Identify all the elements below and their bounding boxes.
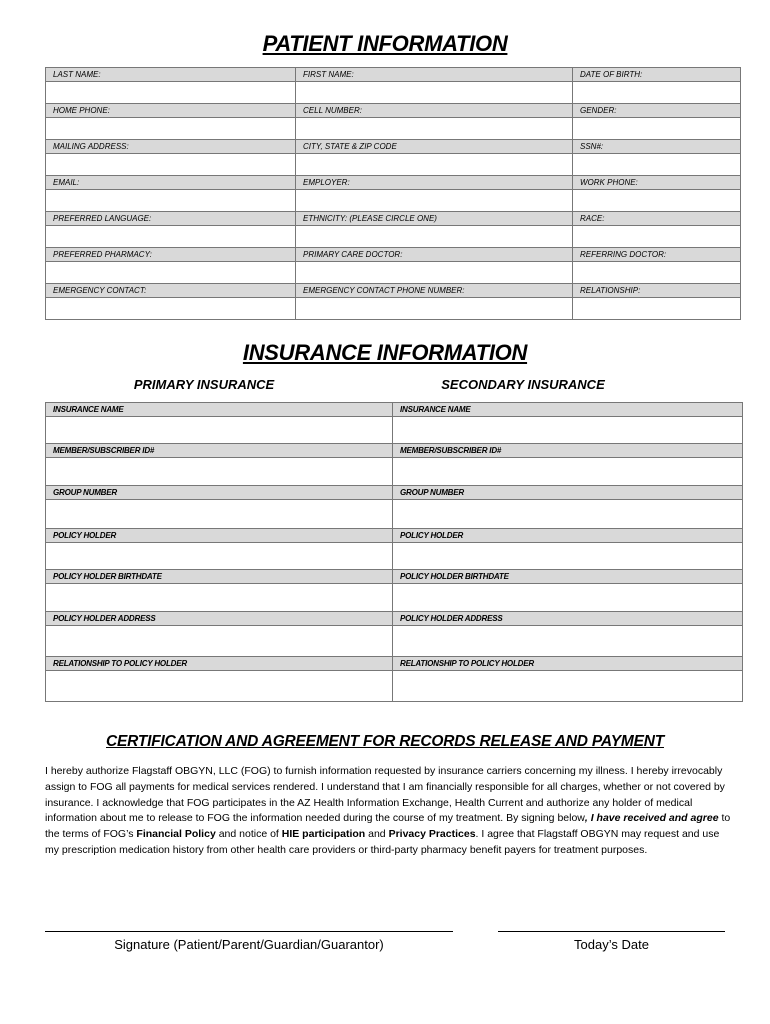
- patient-field-label: MAILING ADDRESS:: [46, 140, 296, 154]
- secondary-insurance-field-input[interactable]: [393, 500, 743, 529]
- certification-text: and: [365, 828, 389, 841]
- patient-field-input[interactable]: [296, 190, 573, 212]
- primary-insurance-field-label: MEMBER/SUBSCRIBER ID#: [46, 444, 393, 458]
- patient-field-label: RELATIONSHIP:: [573, 284, 741, 298]
- secondary-insurance-field-label: RELATIONSHIP TO POLICY HOLDER: [393, 657, 743, 671]
- patient-field-label: CELL NUMBER:: [296, 104, 573, 118]
- secondary-insurance-field-input[interactable]: [393, 543, 743, 570]
- primary-insurance-field-input[interactable]: [46, 543, 393, 570]
- primary-insurance-heading: PRIMARY INSURANCE: [133, 377, 275, 392]
- signature-line[interactable]: [45, 931, 453, 932]
- patient-information-title: PATIENT INFORMATION: [262, 31, 508, 56]
- secondary-insurance-field-input[interactable]: [393, 458, 743, 486]
- patient-field-input[interactable]: [573, 82, 741, 104]
- patient-field-input[interactable]: [46, 262, 296, 284]
- patient-field-input[interactable]: [573, 226, 741, 248]
- secondary-insurance-field-label: POLICY HOLDER: [393, 529, 743, 543]
- patient-field-label: WORK PHONE:: [573, 176, 741, 190]
- patient-field-input[interactable]: [296, 82, 573, 104]
- secondary-insurance-field-input[interactable]: [393, 626, 743, 657]
- patient-field-input[interactable]: [296, 298, 573, 320]
- patient-field-input[interactable]: [296, 118, 573, 140]
- patient-field-input[interactable]: [573, 190, 741, 212]
- secondary-insurance-field-input[interactable]: [393, 671, 743, 702]
- patient-field-input[interactable]: [573, 298, 741, 320]
- patient-field-input[interactable]: [46, 154, 296, 176]
- primary-insurance-field-label: RELATIONSHIP TO POLICY HOLDER: [46, 657, 393, 671]
- privacy-practices-text: Privacy Practices: [388, 828, 476, 841]
- primary-insurance-field-input[interactable]: [46, 584, 393, 612]
- primary-insurance-field-label: POLICY HOLDER BIRTHDATE: [46, 570, 393, 584]
- patient-field-input[interactable]: [573, 118, 741, 140]
- patient-field-label: DATE OF BIRTH:: [573, 68, 741, 82]
- secondary-insurance-heading: SECONDARY INSURANCE: [441, 377, 605, 392]
- patient-field-input[interactable]: [573, 262, 741, 284]
- patient-field-input[interactable]: [573, 154, 741, 176]
- secondary-insurance-field-label: INSURANCE NAME: [393, 403, 743, 417]
- certification-text: and notice of: [215, 828, 282, 841]
- secondary-insurance-field-label: POLICY HOLDER BIRTHDATE: [393, 570, 743, 584]
- patient-field-label: SSN#:: [573, 140, 741, 154]
- patient-field-label: CITY, STATE & ZIP CODE: [296, 140, 573, 154]
- financial-policy-text: Financial Policy: [136, 828, 216, 841]
- secondary-insurance-field-label: GROUP NUMBER: [393, 486, 743, 500]
- patient-field-label: EMERGENCY CONTACT PHONE NUMBER:: [296, 284, 573, 298]
- certification-paragraph: [45, 764, 735, 859]
- primary-insurance-field-input[interactable]: [46, 500, 393, 529]
- patient-field-label: PRIMARY CARE DOCTOR:: [296, 248, 573, 262]
- secondary-insurance-field-input[interactable]: [393, 417, 743, 444]
- certification-emphasis: , I have received and agree: [584, 812, 719, 825]
- signature-label: Signature (Patient/Parent/Guardian/Guarantor): [114, 937, 384, 952]
- date-line[interactable]: [498, 931, 725, 932]
- primary-insurance-field-input[interactable]: [46, 458, 393, 486]
- secondary-insurance-field-label: POLICY HOLDER ADDRESS: [393, 612, 743, 626]
- patient-field-input[interactable]: [46, 226, 296, 248]
- hie-participation-text: HIE participation: [281, 828, 366, 841]
- patient-field-input[interactable]: [46, 190, 296, 212]
- patient-field-label: RACE:: [573, 212, 741, 226]
- patient-field-input[interactable]: [296, 262, 573, 284]
- date-label: Today’s Date: [574, 937, 649, 952]
- certification-text: I hereby authorize Flagstaff OBGYN, LLC (FOG) to furnish information requested by insurance carriers concerning my illness. I hereby irrevocably assign to FOG all payments for medical services rendered. I understand that I am financially responsible for all charges, whether or not covered by insurance. I acknowledge that FOG participates in the AZ Health Information Exchange, Health Current and authorize any holder of medical information about me to release to FOG the information needed during the course of my treatment. By signing below: [45, 765, 725, 825]
- patient-information-table: [45, 67, 741, 320]
- patient-field-label: ETHNICITY: (PLEASE CIRCLE ONE): [296, 212, 573, 226]
- patient-field-label: EMERGENCY CONTACT:: [46, 284, 296, 298]
- primary-insurance-field-input[interactable]: [46, 671, 393, 702]
- secondary-insurance-field-input[interactable]: [393, 584, 743, 612]
- patient-field-label: FIRST NAME:: [296, 68, 573, 82]
- patient-field-label: REFERRING DOCTOR:: [573, 248, 741, 262]
- patient-field-label: PREFERRED PHARMACY:: [46, 248, 296, 262]
- certification-title: CERTIFICATION AND AGREEMENT FOR RECORDS RELEASE AND PAYMENT: [106, 733, 664, 750]
- patient-field-label: GENDER:: [573, 104, 741, 118]
- patient-field-input[interactable]: [46, 118, 296, 140]
- insurance-information-title: INSURANCE INFORMATION: [242, 340, 528, 365]
- primary-insurance-field-label: POLICY HOLDER: [46, 529, 393, 543]
- patient-field-input[interactable]: [296, 154, 573, 176]
- patient-field-label: PREFERRED LANGUAGE:: [46, 212, 296, 226]
- patient-field-label: EMAIL:: [46, 176, 296, 190]
- patient-field-input[interactable]: [296, 226, 573, 248]
- primary-insurance-field-input[interactable]: [46, 417, 393, 444]
- certification-text: to the terms of FOG’s: [45, 812, 731, 841]
- patient-field-label: EMPLOYER:: [296, 176, 573, 190]
- secondary-insurance-field-label: MEMBER/SUBSCRIBER ID#: [393, 444, 743, 458]
- patient-field-label: LAST NAME:: [46, 68, 296, 82]
- primary-insurance-field-label: POLICY HOLDER ADDRESS: [46, 612, 393, 626]
- primary-insurance-field-input[interactable]: [46, 626, 393, 657]
- patient-field-input[interactable]: [46, 82, 296, 104]
- insurance-information-table: [45, 402, 743, 702]
- certification-text: . I agree that Flagstaff OBGYN may request and use my prescription medication history from other health care providers or third-party pharmacy benefit payers for treatment purposes.: [45, 828, 720, 856]
- primary-insurance-field-label: GROUP NUMBER: [46, 486, 393, 500]
- primary-insurance-field-label: INSURANCE NAME: [46, 403, 393, 417]
- patient-field-label: HOME PHONE:: [46, 104, 296, 118]
- patient-field-input[interactable]: [46, 298, 296, 320]
